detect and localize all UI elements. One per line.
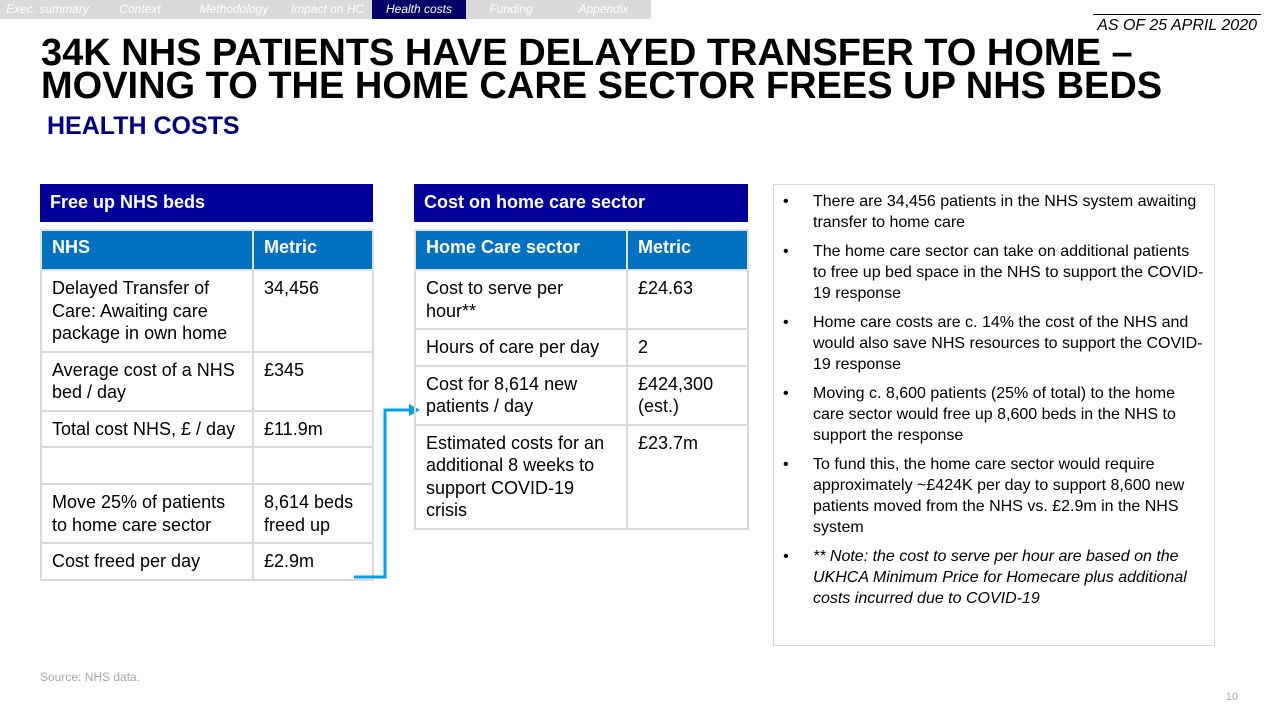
table-cell-label: Hours of care per day — [415, 329, 627, 366]
table-cell-value: £24.63 — [627, 270, 748, 329]
table-row — [41, 484, 373, 543]
table-cell-label — [41, 447, 253, 484]
note-text: ** Note: the cost to serve per hour are based on the UKHCA Minimum Price for Homecare plus additional costs incurred due to COVID-19 — [813, 548, 1187, 607]
left-panel-table — [40, 229, 374, 581]
page-number: 10 — [1225, 691, 1238, 703]
nav-tab-exec-summary[interactable]: Exec. summary — [6, 2, 89, 16]
table-row — [41, 352, 373, 411]
table-cell-value: £23.7m — [627, 425, 748, 529]
nav-tab-methodology[interactable]: Methodology — [199, 2, 269, 16]
table-row — [41, 447, 373, 484]
bullet-icon: • — [783, 243, 789, 260]
table-cell-label: Delayed Transfer of Care: Awaiting care package in own home — [41, 270, 253, 352]
table-cell-label: Cost for 8,614 new patients / day — [415, 366, 627, 425]
table-row — [41, 543, 373, 580]
nav-tab-appendix[interactable]: Appendix — [578, 2, 629, 16]
bullet-icon: • — [783, 548, 789, 565]
table-cell-value: 2 — [627, 329, 748, 366]
note-text: To fund this, the home care sector would require approximately ~£424K per day to support 8,600 new patients moved from the NHS vs. £2.9m in the NHS system — [813, 456, 1185, 536]
table-row — [415, 270, 748, 329]
middle-panel-table — [414, 229, 749, 530]
notes-box — [773, 184, 1215, 646]
source-note: Source: NHS data. — [40, 670, 141, 684]
nav-tab-funding[interactable]: Funding — [489, 2, 533, 16]
middle-panel-heading: Cost on home care sector — [414, 184, 748, 222]
table-cell-value: £345 — [253, 352, 373, 411]
left-table-header-nhs: NHS — [41, 230, 253, 270]
left-table-header-metric: Metric — [253, 230, 373, 270]
table-row — [415, 366, 748, 425]
table-row — [41, 411, 373, 448]
page-title-line-2: MOVING TO THE HOME CARE SECTOR FREES UP NHS BEDS — [41, 65, 1163, 107]
bullet-icon: • — [783, 385, 789, 402]
list-item — [783, 191, 1204, 233]
table-row — [415, 425, 748, 529]
table-cell-label: Estimated costs for an additional 8 weeks to support COVID-19 crisis — [415, 425, 627, 529]
table-cell-label: Cost to serve per hour** — [415, 270, 627, 329]
section-nav — [0, 0, 651, 19]
as-of-date: AS OF 25 APRIL 2020 — [1093, 14, 1261, 35]
table-cell-value: 34,456 — [253, 270, 373, 352]
list-item — [783, 454, 1204, 538]
page-title-line-1: 34K NHS PATIENTS HAVE DELAYED TRANSFER TO HOME – — [41, 32, 1133, 74]
middle-table-header-home-care: Home Care sector — [415, 230, 627, 270]
bullet-icon: • — [783, 193, 789, 210]
nav-tab-impact-on-hc[interactable]: Impact on HC — [290, 2, 365, 16]
bullet-icon: • — [783, 314, 789, 331]
table-cell-label: Total cost NHS, £ / day — [41, 411, 253, 448]
list-item — [783, 383, 1204, 446]
table-row — [41, 270, 373, 352]
note-text: The home care sector can take on additional patients to free up bed space in the NHS to support the COVID-19 response — [813, 243, 1204, 302]
note-text: Home care costs are c. 14% the cost of the NHS and would also save NHS resources to support the COVID-19 response — [813, 314, 1203, 373]
middle-table-header-metric: Metric — [627, 230, 748, 270]
table-cell-label: Average cost of a NHS bed / day — [41, 352, 253, 411]
notes-list — [774, 185, 1214, 609]
nav-tab-health-costs[interactable]: Health costs — [372, 0, 466, 19]
list-item — [783, 312, 1204, 375]
page-subtitle: HEALTH COSTS — [47, 112, 240, 140]
table-cell-value: 8,614 beds freed up — [253, 484, 373, 543]
bullet-icon: • — [783, 456, 789, 473]
list-item — [783, 546, 1204, 609]
page-title — [41, 32, 1251, 107]
table-cell-value: £424,300 (est.) — [627, 366, 748, 425]
table-cell-label: Move 25% of patients to home care sector — [41, 484, 253, 543]
table-cell-value: £2.9m — [253, 543, 373, 580]
note-text: Moving c. 8,600 patients (25% of total) to the home care sector would free up 8,600 beds in the NHS to support the response — [813, 385, 1176, 444]
table-cell-value: £11.9m — [253, 411, 373, 448]
nav-tab-context[interactable]: Context — [119, 2, 161, 16]
note-text: There are 34,456 patients in the NHS system awaiting transfer to home care — [813, 193, 1197, 231]
list-item — [783, 241, 1204, 304]
table-cell-label: Cost freed per day — [41, 543, 253, 580]
table-row — [415, 329, 748, 366]
left-panel-heading: Free up NHS beds — [40, 184, 373, 222]
